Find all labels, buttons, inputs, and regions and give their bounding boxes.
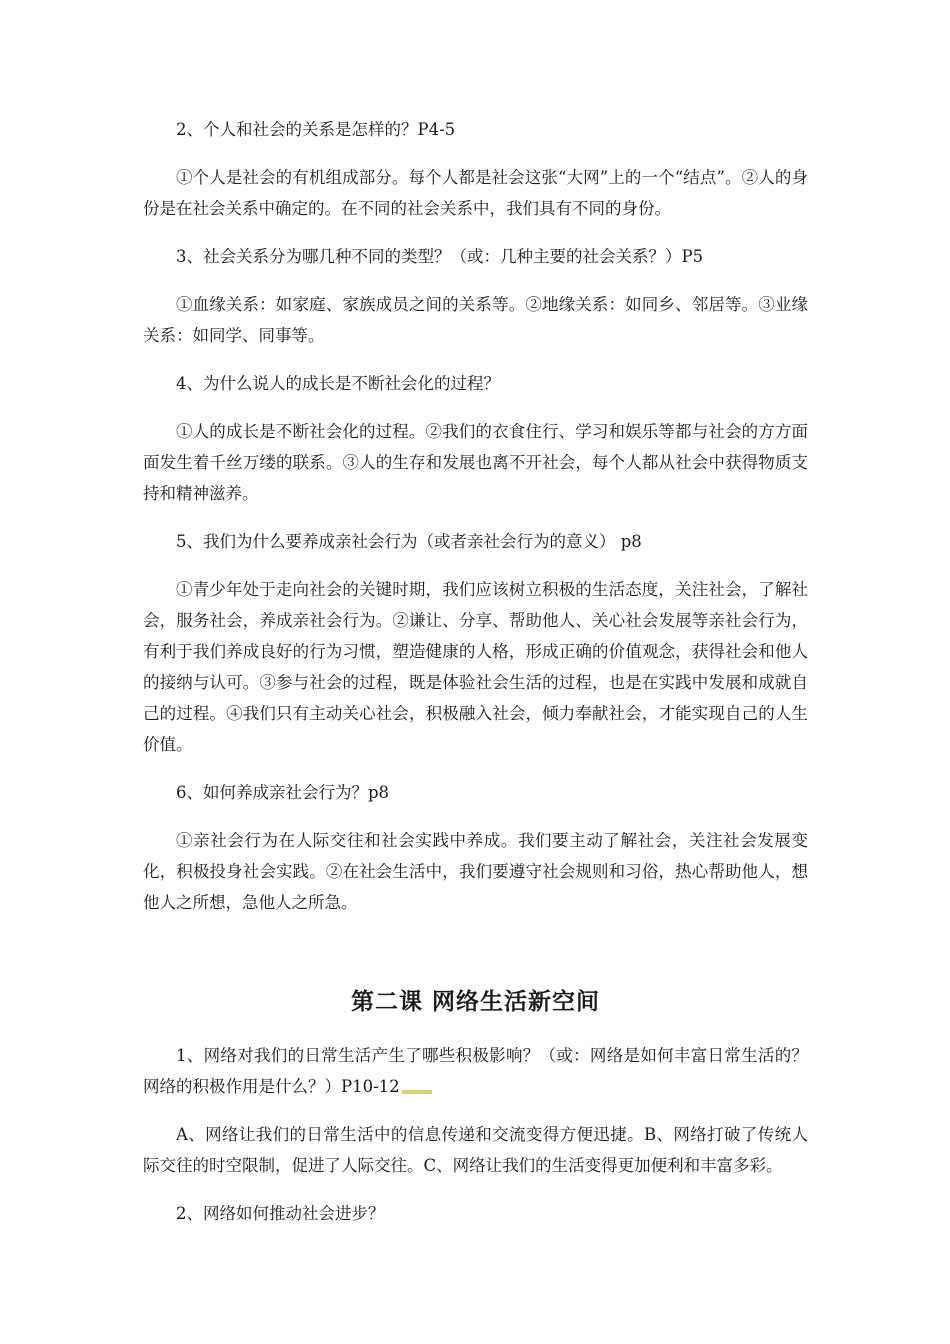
document-page	[143, 114, 808, 1246]
answer-2: ①个人是社会的有机组成部分。每个人都是社会这张“大网”上的一个“结点”。②人的身份是在社会关系中确定的。在不同的社会关系中，我们具有不同的身份。	[143, 168, 808, 218]
answer-5: ①青少年处于走向社会的关键时期，我们应该树立积极的生活态度，关注社会，了解社会，服务社会，养成亲社会行为。②谦让、分享、帮助他人、关心社会发展等亲社会行为，有利于我们养成良好的行为习惯，塑造健康的人格，形成正确的价值观念，获得社会和他人的接纳与认可。③参与社会的过程，既是体验社会生活的过程，也是在实践中发展和成就自己的过程。④我们只有主动关心社会，积极融入社会，倾力奉献社会，才能实现自己的人生价值。	[143, 580, 808, 754]
lesson2-question-1	[143, 1040, 808, 1102]
lesson-title: 第二课 网络生活新空间	[350, 988, 600, 1015]
question-6: 6、如何养成亲社会行为？p8	[176, 783, 390, 802]
answer-4: ①人的成长是不断社会化的过程。②我们的衣食住行、学习和娱乐等都与社会的方方面面发生着千丝万缕的联系。③人的生存和发展也离不开社会，每个人都从社会中获得物质支持和精神滋养。	[143, 422, 808, 503]
lesson2-answer-1: A、网络让我们的日常生活中的信息传递和交流变得方便迅捷。B、网络打破了传统人际交往的时空限制，促进了人际交往。C、网络让我们的生活变得更加便利和丰富多彩。	[143, 1125, 808, 1175]
lesson2-question-2: 2、网络如何推动社会进步？	[176, 1204, 385, 1223]
question-3: 3、社会关系分为哪几种不同的类型？（或：几种主要的社会关系？）P5	[176, 247, 704, 266]
answer-6: ①亲社会行为在人际交往和社会实践中养成。我们要主动了解社会，关注社会发展变化，积极投身社会实践。②在社会生活中，我们要遵守社会规则和习俗，热心帮助他人，想他人之所想，急他人之所急。	[143, 831, 808, 912]
answer-3: ①血缘关系：如家庭、家族成员之间的关系等。②地缘关系：如同乡、邻居等。③业缘关系：如同学、同事等。	[143, 295, 808, 345]
highlight-mark	[402, 1090, 432, 1094]
question-4: 4、为什么说人的成长是不断社会化的过程？	[176, 374, 500, 393]
question-5: 5、我们为什么要养成亲社会行为（或者亲社会行为的意义） p8	[176, 532, 642, 551]
question-2: 2、个人和社会的关系是怎样的？P4-5	[176, 120, 456, 139]
lesson2-question-1-text: 1、网络对我们的日常生活产生了哪些积极影响？（或：网络是如何丰富日常生活的？网络的积极作用是什么？）P10-12	[143, 1046, 808, 1096]
